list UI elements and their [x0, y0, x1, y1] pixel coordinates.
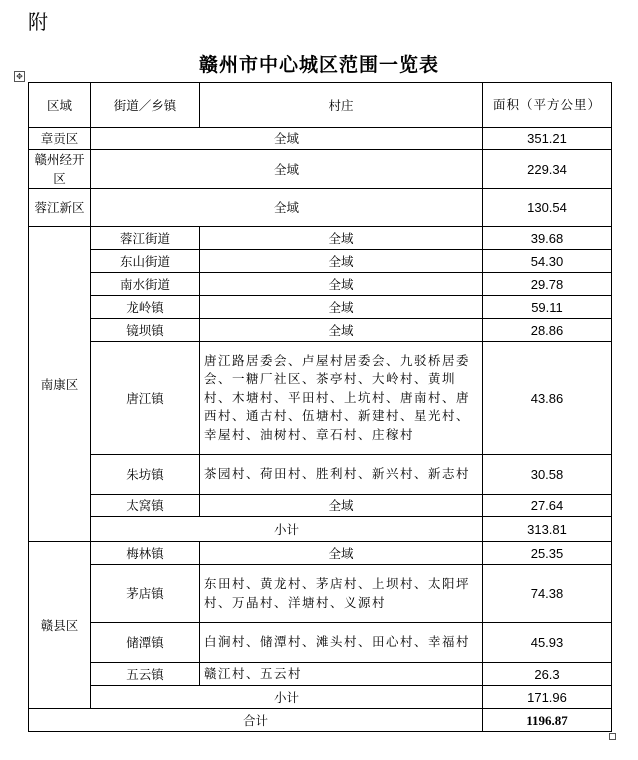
- village-cell: 全域: [200, 227, 483, 250]
- village-cell: 白涧村、储潭村、滩头村、田心村、幸福村: [200, 623, 483, 663]
- table-row: [29, 296, 612, 319]
- area-cell: 45.93: [483, 623, 612, 663]
- village-cell: 全域: [91, 150, 483, 189]
- header-village: 村庄: [200, 83, 483, 128]
- move-handle-icon[interactable]: ✥: [14, 71, 25, 82]
- table-row: [29, 342, 612, 455]
- page-title: 赣州市中心城区范围一览表: [198, 54, 439, 76]
- district-cell: 南康区: [29, 227, 91, 542]
- area-cell: 25.35: [483, 542, 612, 565]
- table-row: [29, 189, 612, 227]
- town-cell: 茅店镇: [91, 565, 200, 623]
- area-cell: 54.30: [483, 250, 612, 273]
- town-cell: 朱坊镇: [91, 455, 200, 495]
- village-cell: 全域: [200, 296, 483, 319]
- area-cell: 26.3: [483, 663, 612, 686]
- area-cell: 29.78: [483, 273, 612, 296]
- table-row: [29, 565, 612, 623]
- area-cell: 59.11: [483, 296, 612, 319]
- table-row: [29, 542, 612, 565]
- subtotal-value: 171.96: [483, 686, 612, 709]
- area-cell: 74.38: [483, 565, 612, 623]
- resize-handle-icon[interactable]: [609, 733, 616, 740]
- village-cell: 全域: [91, 189, 483, 227]
- village-cell: 全域: [91, 128, 483, 150]
- district-cell: 赣县区: [29, 542, 91, 709]
- town-cell: 东山街道: [91, 250, 200, 273]
- town-cell: 龙岭镇: [91, 296, 200, 319]
- village-cell: 全域: [200, 250, 483, 273]
- table-row: [29, 150, 612, 189]
- total-value: 1196.87: [483, 709, 612, 732]
- total-row: [29, 709, 612, 732]
- table-row: [29, 250, 612, 273]
- area-cell: 39.68: [483, 227, 612, 250]
- table-row: [29, 227, 612, 250]
- subtotal-row: [29, 686, 612, 709]
- village-cell: 全域: [200, 319, 483, 342]
- area-table: [28, 82, 612, 732]
- area-cell: 28.86: [483, 319, 612, 342]
- village-cell: 东田村、黄龙村、茅店村、上坝村、太阳坪村、万晶村、洋塘村、义源村: [200, 565, 483, 623]
- table-row: [29, 273, 612, 296]
- village-cell: 全域: [200, 542, 483, 565]
- town-cell: 梅林镇: [91, 542, 200, 565]
- subtotal-value: 313.81: [483, 517, 612, 542]
- header-street: 街道／乡镇: [91, 83, 200, 128]
- table-row: [29, 495, 612, 517]
- village-cell: 茶园村、荷田村、胜利村、新兴村、新志村: [200, 455, 483, 495]
- table-row: [29, 623, 612, 663]
- area-cell: 43.86: [483, 342, 612, 455]
- town-cell: 储潭镇: [91, 623, 200, 663]
- table-row: [29, 319, 612, 342]
- village-cell: 全域: [200, 495, 483, 517]
- district-cell: 赣州经开区: [29, 150, 91, 189]
- town-cell: 蓉江街道: [91, 227, 200, 250]
- subtotal-label: 小计: [91, 517, 483, 542]
- area-cell: 27.64: [483, 495, 612, 517]
- total-label: 合计: [29, 709, 483, 732]
- town-cell: 太窝镇: [91, 495, 200, 517]
- area-cell: 130.54: [483, 189, 612, 227]
- attachment-label: 附: [28, 10, 48, 34]
- subtotal-row: [29, 517, 612, 542]
- area-cell: 229.34: [483, 150, 612, 189]
- village-cell: 赣江村、五云村: [200, 663, 483, 686]
- village-cell: 唐江路居委会、卢屋村居委会、九驳桥居委会、一糖厂社区、茶亭村、大岭村、黄圳村、木塘村、平田村、上坑村、唐南村、唐西村、通古村、伍塘村、新建村、星光村、幸屋村、油树村、章石村、庄稼村: [200, 342, 483, 455]
- subtotal-label: 小计: [91, 686, 483, 709]
- district-cell: 章贡区: [29, 128, 91, 150]
- town-cell: 镜坝镇: [91, 319, 200, 342]
- town-cell: 唐江镇: [91, 342, 200, 455]
- header-area: 面积（平方公里）: [483, 83, 612, 128]
- area-cell: 351.21: [483, 128, 612, 150]
- town-cell: 五云镇: [91, 663, 200, 686]
- table-row: [29, 455, 612, 495]
- village-cell: 全域: [200, 273, 483, 296]
- town-cell: 南水街道: [91, 273, 200, 296]
- district-cell: 蓉江新区: [29, 189, 91, 227]
- header-district: 区域: [29, 83, 91, 128]
- area-cell: 30.58: [483, 455, 612, 495]
- table-row: [29, 128, 612, 150]
- table-row: [29, 663, 612, 686]
- table-header-row: [29, 83, 612, 128]
